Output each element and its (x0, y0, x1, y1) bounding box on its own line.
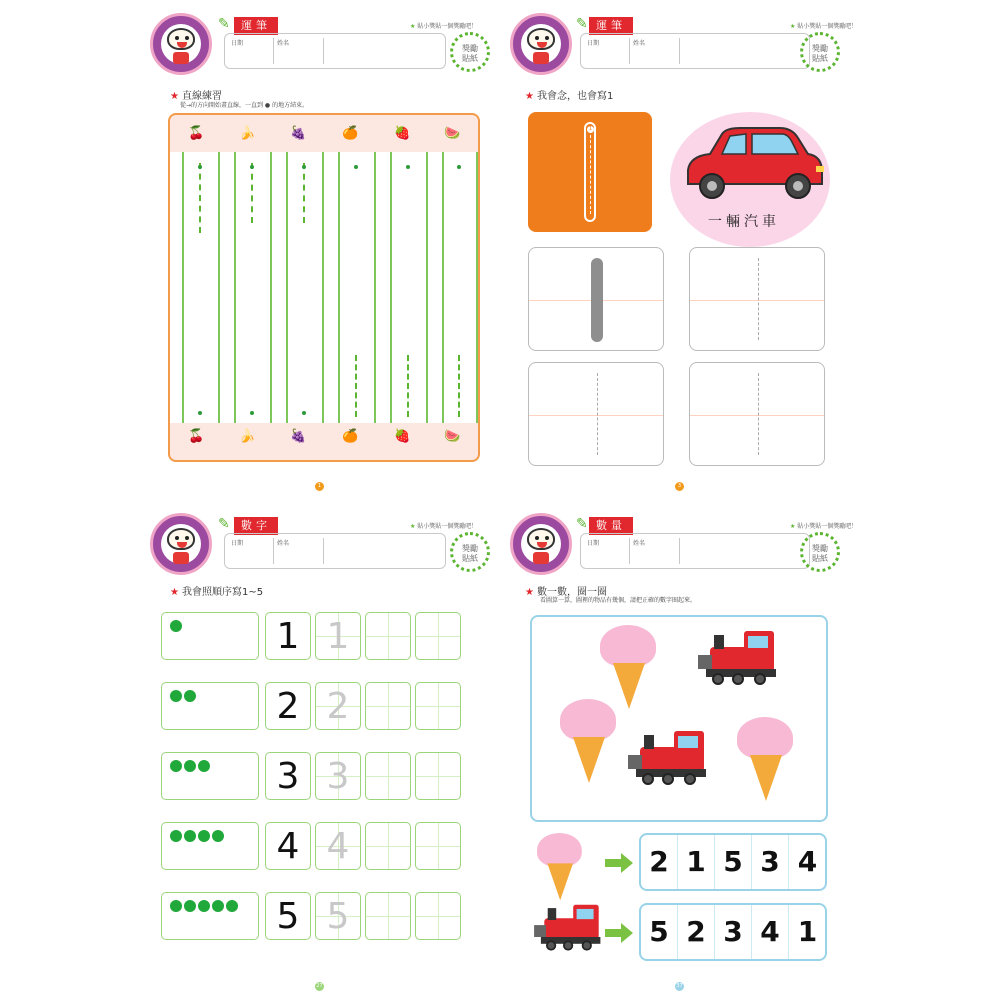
stroke-guide (584, 122, 596, 222)
guide-line (218, 152, 220, 423)
mascot-eye-icon (175, 36, 179, 40)
mascot-eye-icon (545, 536, 549, 540)
number-model: 4 (276, 826, 300, 867)
worksheet-page-read-write (505, 5, 995, 495)
dashed-trace-line (251, 163, 253, 223)
star-icon: ★ (525, 91, 534, 102)
count-dot (184, 690, 196, 702)
section-title-text: 我會照順序寫1~5 (181, 587, 264, 598)
trace-cell[interactable] (315, 752, 361, 800)
strawberry-icon: 🍓 (394, 126, 411, 141)
worksheet-page-line-practice (5, 5, 495, 495)
student-info-box[interactable] (580, 33, 810, 69)
guide-line (322, 152, 324, 423)
answer-choice[interactable]: 1 (797, 915, 818, 948)
dashed-trace-line (407, 355, 409, 417)
badge-line2: 貼紙 (462, 54, 478, 63)
mascot-body-icon (533, 52, 549, 64)
star-icon: ★ (410, 23, 418, 30)
writing-cell[interactable] (415, 682, 461, 730)
writing-cell[interactable] (415, 612, 461, 660)
count-dot (170, 760, 182, 772)
worksheet-page-numbers (5, 505, 495, 995)
pencil-icon: ✎ (218, 516, 230, 532)
cherry-icon: 🍒 (188, 126, 205, 141)
count-dot (212, 900, 224, 912)
guide-line (426, 152, 428, 423)
star-icon: ★ (790, 23, 798, 30)
answer-choice[interactable]: 3 (715, 905, 752, 959)
watermelon-icon: 🍉 (444, 126, 461, 141)
mascot-eye-icon (535, 536, 539, 540)
number-cell (265, 752, 311, 800)
divider (679, 38, 680, 64)
start-dot (406, 165, 410, 169)
badge-line1: 獎勵 (812, 544, 828, 553)
mascot-mouth-icon (177, 42, 187, 48)
number-model: 1 (276, 616, 300, 657)
writing-cell[interactable] (365, 822, 411, 870)
orange-icon: 🍊 (342, 429, 359, 444)
count-dot (198, 830, 210, 842)
mascot-face-icon (527, 528, 555, 550)
writing-cell[interactable] (365, 612, 411, 660)
sticker-note-text: 貼小獎貼一個獎勵吧！ (797, 523, 858, 530)
trace-cell[interactable] (315, 892, 361, 940)
food-superman-logo (150, 513, 212, 575)
number-model: 2 (276, 686, 300, 727)
strawberry-icon: 🍓 (394, 429, 411, 444)
dot-count-box (161, 612, 259, 660)
badge-line2: 貼紙 (462, 554, 478, 563)
date-label: 日期 (231, 40, 244, 47)
number-row-4 (161, 822, 466, 870)
count-dot (184, 760, 196, 772)
dot-count-box (161, 822, 259, 870)
section-title-text: 我會念，也會寫1 (536, 91, 614, 102)
count-dot (212, 830, 224, 842)
writing-box[interactable] (689, 247, 825, 351)
trace-cell[interactable] (315, 612, 361, 660)
writing-box[interactable] (689, 362, 825, 466)
dot-count-box (161, 892, 259, 940)
count-dot (170, 900, 182, 912)
badge-line2: 貼紙 (812, 54, 828, 63)
cherry-icon: 🍒 (188, 429, 205, 444)
star-icon: ★ (525, 587, 534, 598)
name-label: 姓名 (277, 40, 290, 47)
number-trace: 4 (326, 826, 350, 867)
date-label: 日期 (587, 40, 600, 47)
stroke-start-icon: 1 (588, 126, 593, 132)
writing-cell[interactable] (365, 892, 411, 940)
mascot-face-icon (167, 28, 195, 50)
badge-line1: 獎勵 (462, 544, 478, 553)
count-dot (226, 900, 238, 912)
divider (273, 538, 274, 564)
section-title-text: 數一數，圈一圈 (536, 587, 607, 598)
stroke-order-card (528, 112, 652, 232)
sticker-note-text: 貼小獎貼一個獎勵吧！ (797, 23, 858, 30)
dashed-trace-line (303, 163, 305, 223)
dot-count-box (161, 682, 259, 730)
page-number: 27 (316, 983, 323, 989)
page-number: 37 (676, 983, 683, 989)
guide-line (442, 152, 444, 423)
stroke-dash (590, 130, 591, 214)
answer-choice[interactable]: 4 (752, 905, 789, 959)
writing-cell[interactable] (415, 752, 461, 800)
car-caption: 一輛汽車 (708, 214, 780, 230)
cell-guide (388, 823, 389, 869)
number-row-1 (161, 612, 466, 660)
writing-box-sample[interactable] (528, 247, 664, 351)
guide-line (476, 152, 478, 423)
date-label: 日期 (231, 540, 244, 547)
arrow-right-icon (605, 923, 633, 943)
divider (679, 538, 680, 564)
reward-sticker-badge[interactable] (800, 532, 840, 572)
guide-line (234, 152, 236, 423)
answer-choices-ice-cream (639, 833, 827, 891)
reward-sticker-badge[interactable] (800, 32, 840, 72)
star-icon: ★ (170, 587, 179, 598)
trace-cell[interactable] (315, 682, 361, 730)
banana-icon: 🍌 (239, 429, 256, 444)
answer-choice[interactable]: 4 (797, 845, 818, 878)
divider (629, 38, 630, 64)
count-dot (170, 620, 182, 632)
number-cell (265, 612, 311, 660)
pencil-icon: ✎ (576, 16, 588, 32)
instruction: 看圖算一算，圖裡的物品有幾個，請把正確的數字圈起來。 (540, 597, 697, 604)
number-trace: 2 (326, 686, 350, 727)
number-row-2 (161, 682, 466, 730)
sticker-note (790, 521, 857, 530)
stroke-sample (591, 258, 603, 342)
reward-sticker-badge[interactable] (450, 32, 490, 72)
section-title-text: 直線練習 (181, 91, 222, 102)
food-superman-logo (510, 13, 572, 75)
count-dot (198, 760, 210, 772)
writing-cell[interactable] (415, 892, 461, 940)
mascot-eye-icon (545, 36, 549, 40)
end-dot (302, 411, 306, 415)
banana-icon: 🍌 (239, 126, 256, 141)
start-dot (198, 165, 202, 169)
guide-line (390, 152, 392, 423)
count-dot (170, 690, 182, 702)
name-label: 姓名 (633, 40, 646, 47)
mascot-eye-icon (185, 536, 189, 540)
cell-guide (438, 753, 439, 799)
cell-guide (438, 613, 439, 659)
answer-choice[interactable]: 1 (678, 835, 715, 889)
subject-label: 數字 (234, 517, 278, 535)
tracing-area (170, 152, 478, 423)
count-dot (170, 830, 182, 842)
guide-line (690, 415, 824, 416)
cell-guide (388, 893, 389, 939)
cell-guide (388, 683, 389, 729)
number-cell (265, 822, 311, 870)
subject-label: 運筆 (589, 17, 633, 35)
sticker-note (410, 521, 477, 530)
guide-line (374, 152, 376, 423)
mascot-face-icon (167, 528, 195, 550)
page-number: 3 (675, 482, 684, 491)
answer-choice[interactable]: 2 (641, 835, 678, 889)
guide-line (286, 152, 288, 423)
instruction: 從→的方向開始畫直線，一直到 ● 的地方結束。 (180, 102, 309, 109)
badge-line1: 獎勵 (812, 44, 828, 53)
count-dot (184, 900, 196, 912)
end-dot (250, 411, 254, 415)
name-label: 姓名 (277, 540, 290, 547)
answer-choice[interactable]: 3 (752, 835, 789, 889)
number-model: 5 (276, 896, 300, 937)
number-trace: 3 (326, 756, 350, 797)
number-cell (265, 682, 311, 730)
dashed-trace-line (199, 163, 201, 233)
grape-icon: 🍇 (290, 429, 307, 444)
divider (323, 38, 324, 64)
sticker-note-text: 貼小獎貼一個獎勵吧！ (417, 523, 478, 530)
student-info-box[interactable] (580, 533, 810, 569)
section-title (525, 87, 613, 102)
count-dot (184, 830, 196, 842)
star-icon: ★ (410, 523, 418, 530)
mascot-eye-icon (175, 536, 179, 540)
end-dot (198, 411, 202, 415)
counting-panel (530, 615, 828, 822)
start-dot (354, 165, 358, 169)
number-row-5 (161, 892, 466, 940)
line-practice-board[interactable] (168, 113, 480, 462)
date-label: 日期 (587, 540, 600, 547)
worksheet-page-counting (505, 505, 995, 995)
answer-choices-train (639, 903, 827, 961)
answer-choice[interactable]: 5 (715, 835, 752, 889)
mascot-face-icon (527, 28, 555, 50)
start-dot (457, 165, 461, 169)
reward-sticker-badge[interactable] (450, 532, 490, 572)
guide-line (270, 152, 272, 423)
number-trace: 5 (326, 896, 350, 937)
subject-label: 數量 (589, 517, 633, 535)
badge-line1: 獎勵 (462, 44, 478, 53)
answer-choice[interactable]: 2 (678, 905, 715, 959)
badge-line2: 貼紙 (812, 554, 828, 563)
arrow-right-icon (605, 853, 633, 873)
start-dot (250, 165, 254, 169)
number-row-3 (161, 752, 466, 800)
pencil-icon: ✎ (576, 516, 588, 532)
mascot-body-icon (533, 552, 549, 564)
dot-count-box (161, 752, 259, 800)
guide-line (338, 152, 340, 423)
trace-stroke (758, 258, 759, 340)
count-dot (198, 900, 210, 912)
trace-stroke (597, 373, 598, 455)
writing-cell[interactable] (415, 822, 461, 870)
star-icon: ★ (170, 91, 179, 102)
sticker-note-text: 貼小獎貼一個獎勵吧！ (417, 23, 478, 30)
dashed-trace-line (355, 355, 357, 417)
mascot-body-icon (173, 552, 189, 564)
dashed-trace-line (458, 355, 460, 417)
writing-cell[interactable] (365, 682, 411, 730)
answer-choice[interactable]: 5 (641, 905, 678, 959)
trace-stroke (758, 373, 759, 455)
number-trace: 1 (326, 616, 350, 657)
number-model: 3 (276, 756, 300, 797)
writing-box[interactable] (528, 362, 664, 466)
food-superman-logo (510, 513, 572, 575)
section-title (170, 583, 263, 598)
mascot-eye-icon (185, 36, 189, 40)
mascot-eye-icon (535, 36, 539, 40)
student-info-box[interactable] (224, 533, 446, 569)
watermelon-icon: 🍉 (444, 429, 461, 444)
guide-line (182, 152, 184, 423)
grape-icon: 🍇 (290, 126, 307, 141)
trace-cell[interactable] (315, 822, 361, 870)
pencil-icon: ✎ (218, 16, 230, 32)
writing-cell[interactable] (365, 752, 411, 800)
divider (629, 538, 630, 564)
divider (323, 538, 324, 564)
guide-line (529, 415, 663, 416)
mascot-body-icon (173, 52, 189, 64)
page-number: 1 (315, 482, 324, 491)
mascot-mouth-icon (177, 542, 187, 548)
cell-guide (388, 613, 389, 659)
guide-line (690, 300, 824, 301)
cell-guide (438, 823, 439, 869)
mascot-mouth-icon (537, 42, 547, 48)
divider (273, 38, 274, 64)
cell-guide (438, 893, 439, 939)
subject-label: 運筆 (234, 17, 278, 35)
cell-guide (388, 753, 389, 799)
number-cell (265, 892, 311, 940)
sticker-note (410, 21, 477, 30)
mascot-mouth-icon (537, 542, 547, 548)
star-icon: ★ (790, 523, 798, 530)
student-info-box[interactable] (224, 33, 446, 69)
orange-icon: 🍊 (342, 126, 359, 141)
cell-guide (438, 683, 439, 729)
start-dot (302, 165, 306, 169)
sticker-note (790, 21, 857, 30)
food-superman-logo (150, 13, 212, 75)
name-label: 姓名 (633, 540, 646, 547)
